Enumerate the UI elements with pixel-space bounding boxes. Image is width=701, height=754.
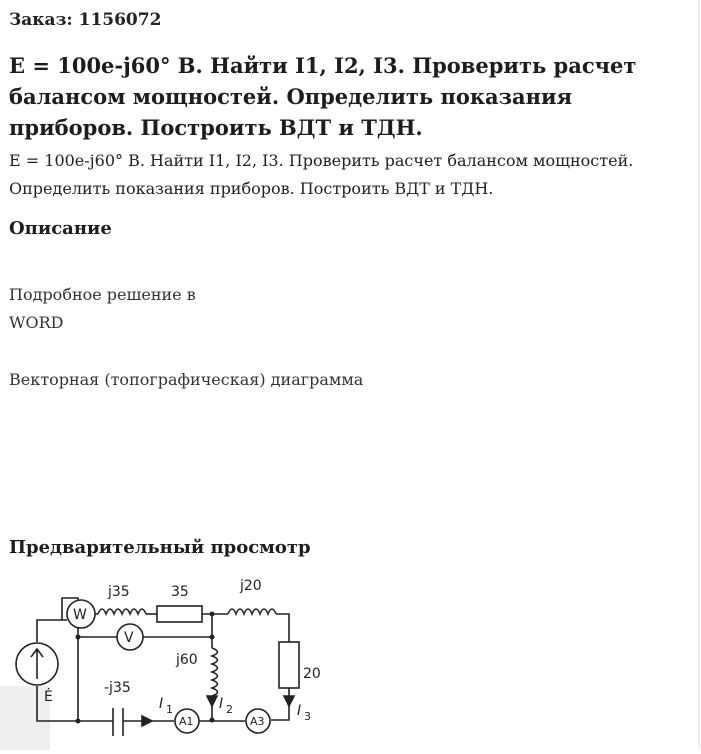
resistor-20 [279, 642, 299, 688]
current-arrow-i2 [207, 696, 217, 706]
capacitor-minus-j35 [113, 708, 123, 736]
title-line: балансом мощностей. Определить показания [9, 84, 573, 109]
label-i2-sub: 2 [226, 703, 233, 716]
junction-dot [210, 612, 215, 617]
title-line: E = 100e-j60° В. Найти I1, I2, I3. Проверить расчет [9, 53, 637, 78]
summary-line: Определить показания приборов. Построить ВДТ и ТДН. [9, 179, 494, 198]
label-i3: I [297, 703, 302, 719]
label-i1-sub: 1 [166, 703, 173, 716]
wire [271, 688, 289, 720]
source-arrow [31, 649, 43, 679]
description-heading: Описание [9, 218, 112, 239]
label-i1: I [159, 696, 164, 712]
label-j35: j35 [108, 584, 130, 600]
label-wattmeter: W [73, 607, 87, 623]
resistor-35 [157, 606, 202, 622]
label-minus-j35: -j35 [104, 680, 131, 696]
label-i2: I [219, 696, 224, 712]
label-i3-sub: 3 [304, 710, 311, 723]
circuit-diagram [0, 568, 340, 750]
label-j60: j60 [176, 652, 198, 668]
right-border [698, 0, 700, 750]
preview-image [0, 568, 340, 750]
current-arrow-i3 [284, 696, 294, 706]
inductor-j60 [212, 648, 218, 696]
title-line: приборов. Построить ВДТ и ТДН. [9, 115, 423, 140]
preview-heading: Предварительный просмотр [9, 537, 311, 558]
inductor-j35 [98, 609, 146, 614]
wire [276, 614, 289, 642]
wire [37, 620, 62, 642]
product-title [9, 50, 689, 143]
inductor-j20 [228, 609, 276, 614]
label-ammeter3: A3 [250, 715, 265, 728]
label-source: Ė [44, 689, 53, 705]
junction-dot [76, 719, 81, 724]
label-voltmeter: V [124, 630, 134, 646]
product-summary [9, 147, 699, 203]
summary-line: E = 100e-j60° В. Найти I1, I2, I3. Проверить расчет балансом мощностей. [9, 151, 634, 170]
label-ammeter1: A1 [179, 715, 194, 728]
current-arrow-i1 [142, 716, 152, 726]
description-line: Подробное решение в [9, 285, 196, 304]
description-line: WORD [9, 313, 64, 332]
junction-dot [210, 718, 215, 723]
junction-dot [210, 635, 215, 640]
label-20: 20 [303, 666, 321, 682]
junction-dot [76, 635, 81, 640]
label-j20: j20 [240, 578, 262, 594]
description-line: Векторная (топографическая) диаграмма [9, 370, 364, 389]
order-number: Заказ: 1156072 [9, 10, 162, 30]
scan-shade [0, 686, 50, 750]
label-35: 35 [171, 584, 189, 600]
